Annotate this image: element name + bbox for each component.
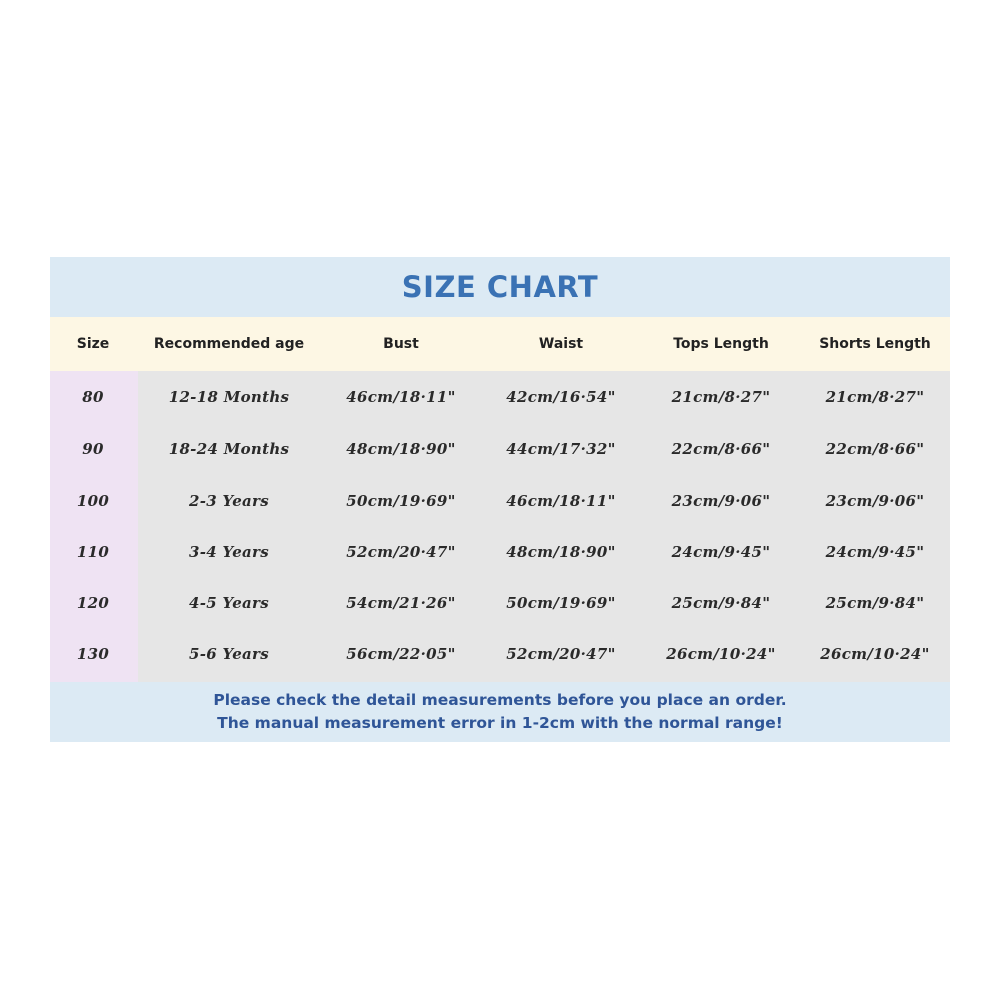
cell-waist: 50cm/19·69" <box>506 593 616 612</box>
cell-age: 2-3 Years <box>188 491 270 510</box>
cell-bust: 46cm/18·11" <box>346 387 456 406</box>
chart-title: SIZE CHART <box>401 270 599 304</box>
cell-waist: 46cm/18·11" <box>506 491 616 510</box>
title-bar <box>50 257 950 317</box>
cell-shorts-length: 26cm/10·24" <box>820 644 930 663</box>
cell-waist: 44cm/17·32" <box>506 439 616 458</box>
header-bust: Bust <box>383 336 419 352</box>
table-row <box>50 526 950 577</box>
cell-shorts-length: 25cm/9·84" <box>825 593 925 612</box>
cell-age: 4-5 Years <box>188 593 270 612</box>
cell-bust: 48cm/18·90" <box>346 439 456 458</box>
cell-size: 120 <box>76 593 110 612</box>
cell-age: 5-6 Years <box>188 644 270 663</box>
cell-bust: 50cm/19·69" <box>346 491 456 510</box>
cell-shorts-length: 21cm/8·27" <box>825 387 925 406</box>
table-row <box>50 371 950 422</box>
cell-age: 3-4 Years <box>188 542 270 561</box>
cell-waist: 52cm/20·47" <box>506 644 616 663</box>
cell-tops-length: 21cm/8·27" <box>671 387 771 406</box>
cell-size: 80 <box>82 387 104 406</box>
cell-tops-length: 22cm/8·66" <box>671 439 771 458</box>
header-size: Size <box>76 336 110 352</box>
cell-bust: 56cm/22·05" <box>346 644 456 663</box>
header-waist: Waist <box>538 336 584 352</box>
cell-tops-length: 23cm/9·06" <box>671 491 771 510</box>
cell-shorts-length: 23cm/9·06" <box>825 491 925 510</box>
table-header <box>50 317 950 371</box>
size-chart <box>50 257 950 742</box>
header-tops-length: Tops Length <box>673 336 769 352</box>
table-body <box>50 371 950 682</box>
cell-age: 18-24 Months <box>168 439 290 458</box>
footer-note-line-2: The manual measurement error in 1-2cm with the normal range! <box>217 714 783 732</box>
cell-size: 110 <box>76 542 110 561</box>
cell-size: 100 <box>76 491 110 510</box>
table-row <box>50 475 950 526</box>
cell-shorts-length: 24cm/9·45" <box>825 542 925 561</box>
cell-bust: 52cm/20·47" <box>346 542 456 561</box>
cell-shorts-length: 22cm/8·66" <box>825 439 925 458</box>
cell-tops-length: 24cm/9·45" <box>671 542 771 561</box>
cell-size: 130 <box>76 644 110 663</box>
table-row <box>50 628 950 679</box>
cell-waist: 42cm/16·54" <box>506 387 616 406</box>
table-row <box>50 423 950 474</box>
cell-size: 90 <box>82 439 104 458</box>
header-shorts-length: Shorts Length <box>819 336 931 352</box>
cell-age: 12-18 Months <box>168 387 290 406</box>
header-recommended-age: Recommended age <box>153 336 305 352</box>
cell-waist: 48cm/18·90" <box>506 542 616 561</box>
cell-bust: 54cm/21·26" <box>346 593 456 612</box>
footer-note-line-1: Please check the detail measurements before you place an order. <box>213 691 787 709</box>
footer-note <box>50 682 950 742</box>
table-row <box>50 577 950 628</box>
cell-tops-length: 25cm/9·84" <box>671 593 771 612</box>
cell-tops-length: 26cm/10·24" <box>666 644 776 663</box>
